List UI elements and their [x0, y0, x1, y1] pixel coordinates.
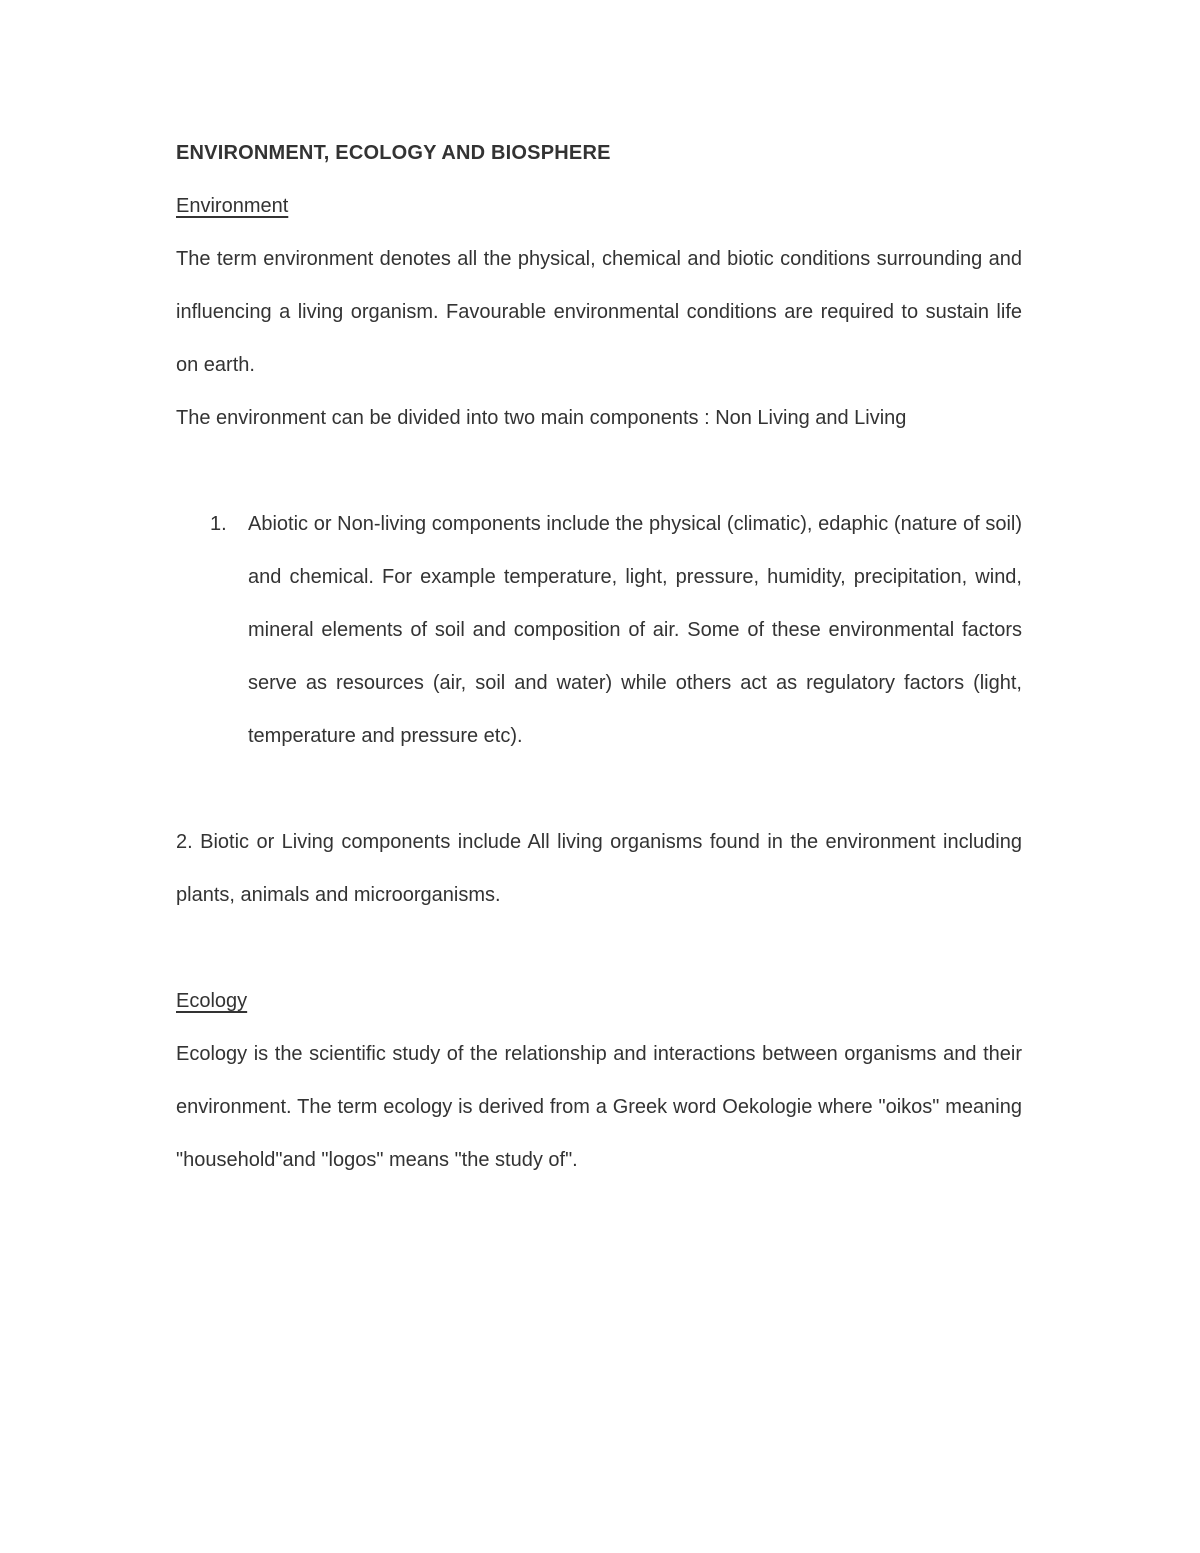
list-item-abiotic-components	[210, 498, 1022, 763]
ecology-paragraph-1: Ecology is the scientific study of the relationship and interactions between organisms and their environment. The term ecology is derived from a Greek word Oekologie where "oikos" meaning "household"and "logos" means "the study of".	[176, 1043, 1022, 1171]
list-item-marker: 1.	[210, 513, 227, 535]
section-heading-ecology: Ecology	[176, 990, 248, 1012]
document-title: ENVIRONMENT, ECOLOGY AND BIOSPHERE	[176, 142, 611, 164]
environment-paragraph-1: The term environment denotes all the physical, chemical and biotic conditions surrounding and influencing a living organism. Favourable environmental conditions are required to sustain life on earth.	[176, 248, 1022, 376]
environment-paragraph-biotic-components: 2. Biotic or Living components include All living organisms found in the environment including plants, animals and microorganisms.	[176, 831, 1022, 906]
list-item-text: Abiotic or Non-living components include the physical (climatic), edaphic (nature of soil) and chemical. For example temperature, light, pressure, humidity, precipitation, wind, mineral elements of soil and composition of air. Some of these environmental factors serve as resources (air, soil and water) while others act as regulatory factors (light, temperature and pressure etc).	[248, 513, 1022, 747]
section-heading-environment: Environment	[176, 195, 289, 217]
environment-paragraph-2: The environment can be divided into two main components : Non Living and Living	[176, 407, 907, 429]
